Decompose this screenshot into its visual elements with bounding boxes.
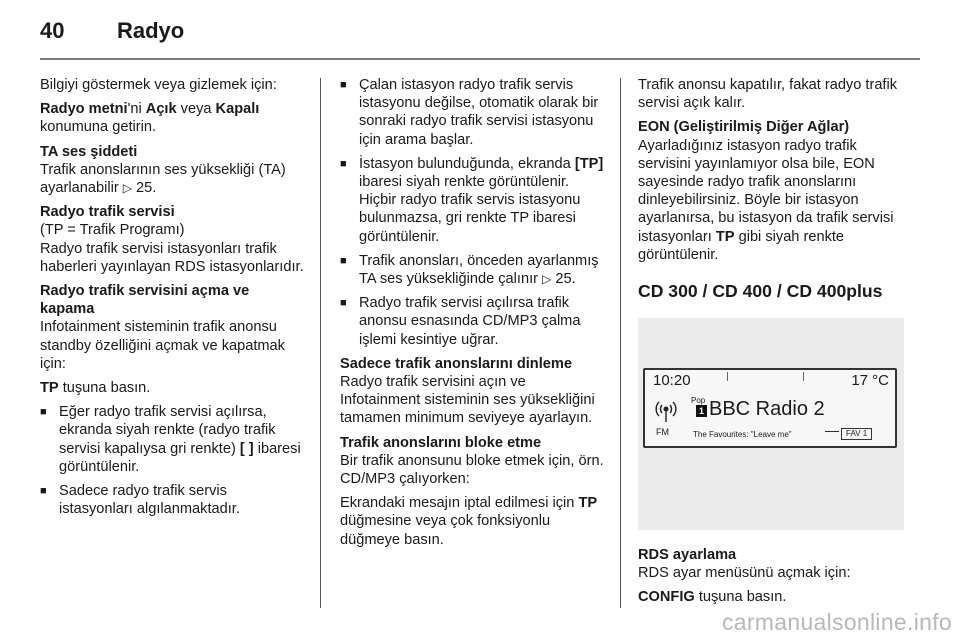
bullet4-text-end: ibaresi siyah renkte görüntülenir. Hiçbir radyo trafik servis istasyonu bulunmazsa, gri renkte TP ibaresi görüntülenir.	[359, 174, 581, 245]
display-station-name: BBC Radio 2	[709, 398, 825, 421]
block-announcements-heading: Trafik anonslarını bloke etme	[340, 434, 542, 451]
bullet3-text: Çalan istasyon radyo trafik servis istasyonu değilse, otomatik olarak bir sonraki radyo trafik servisi istasyonu için arama başlar.	[359, 77, 599, 148]
only-announcements-heading: Sadece trafik anonslarını dinleme	[340, 355, 572, 372]
ta-volume-page-ref: 25.	[136, 180, 157, 197]
bullet-list-middle	[340, 76, 604, 349]
list-item	[40, 482, 304, 518]
column-left	[40, 76, 304, 524]
column-divider-2	[620, 78, 621, 608]
display-radio-text: The Favourites: "Leave me"	[693, 430, 792, 440]
radio-text-suffix: 'ni	[127, 101, 146, 118]
display-divider-tick	[803, 372, 804, 381]
bullet6-text: Radyo trafik servisi açılırsa trafik anonsu esnasında CD/MP3 çalma işlemi kesintiye uğrar.	[359, 295, 581, 348]
cancel-instruction	[340, 494, 604, 549]
radio-text-rest: konumuna getirin.	[40, 119, 157, 136]
bullet-list-left	[40, 403, 304, 518]
eon-tp: TP	[715, 228, 735, 245]
arrow-right-outline-icon: ▷	[542, 272, 552, 287]
bullet5-page-ref: 25.	[555, 271, 576, 288]
ta-volume-heading: TA ses şiddeti	[40, 143, 138, 160]
rds-settings-heading: RDS ayarlama	[638, 547, 737, 564]
rds-settings-text: RDS ayar menüsünü açmak için:	[638, 565, 851, 582]
config-key-label: CONFIG	[638, 589, 695, 606]
block-announcements-text: Bir trafik anonsunu bloke etmek için, örn. CD/MP3 çalıyorken:	[340, 452, 604, 488]
list-item	[40, 403, 304, 476]
header-rule	[40, 58, 920, 60]
display-figure	[638, 318, 904, 530]
config-press-text: tuşuna basın.	[694, 589, 787, 606]
radio-text-term: Radyo metni	[40, 101, 128, 118]
column-right	[638, 76, 904, 613]
traffic-service-text: Radyo trafik servisi istasyonları trafik haberleri yayınlayan RDS istasyonlarıdır.	[40, 240, 304, 275]
intro-text: Bilgiyi göstermek veya gizlemek için:	[40, 77, 277, 93]
bullet5-text: Trafik anonsları, önceden ayarlanmış TA ses yüksekliğinde çalınır	[359, 252, 599, 288]
cancel-text: Ekrandaki mesajın iptal edilmesi için	[340, 495, 579, 512]
display-temperature: 17 °C	[851, 372, 889, 390]
display-band: FM	[656, 427, 669, 438]
display-fav-connector	[825, 431, 839, 432]
config-instruction	[638, 588, 904, 606]
bullet1-text-end: ibaresi görüntülenir.	[59, 440, 301, 475]
list-item	[340, 252, 604, 288]
section-title: Radyo	[117, 18, 185, 43]
list-item	[340, 294, 604, 349]
bullet1-bracket: [ ]	[239, 440, 254, 457]
display-time: 10:20	[653, 372, 691, 390]
eon-heading: EON (Geliştirilmiş Diğer Ağlar)	[638, 119, 850, 136]
onoff-heading: Radyo trafik servisini açma ve kapama	[40, 283, 250, 318]
radio-signal-icon	[655, 398, 677, 422]
onoff-text: Infotainment sisteminin trafik anonsu standby özelliğini açmak ve kapatmak için:	[40, 319, 285, 372]
list-item	[340, 155, 604, 246]
display-divider-tick	[727, 372, 728, 381]
traffic-service-heading: Radyo trafik servisi	[40, 204, 175, 221]
page-number: 40	[40, 18, 65, 43]
display-preset-number: 1	[696, 405, 707, 417]
eon-text: Ayarladığınız istasyon radyo trafik servisini yayınlamıyor olsa bile, EON sayesinde radyo trafik anonslarını dinleyebilirsiniz. Böyle bir istasyon ayarlanırsa, bu istasyon da trafik servisi istasyonları	[638, 137, 894, 245]
bullet1-text: Eğer radyo trafik servisi açılırsa, ekranda siyah renkte (radyo trafik servisi kapalıysa gri renkte)	[59, 404, 276, 457]
arrow-right-outline-icon: ▷	[122, 181, 132, 196]
tp-key-label: TP	[40, 380, 59, 397]
cancel-text-end: düğmesine veya çok fonksiyonlu düğmeye basın.	[340, 513, 551, 548]
traffic-service-tp: (TP = Trafik Programı)	[40, 222, 185, 239]
display-fav-indicator: FAV 1	[841, 428, 872, 440]
radio-text-on: Açık	[145, 101, 177, 118]
ta-volume-text: Trafik anonslarının ses yüksekliği (TA) ayarlanabilir	[40, 161, 286, 197]
watermark: carmanualsonline.info	[721, 609, 952, 635]
eon-text-end: gibi siyah renkte görüntülenir.	[638, 228, 845, 263]
list-item	[340, 76, 604, 149]
cd-models-heading: CD 300 / CD 400 / CD 400plus	[638, 281, 883, 302]
bullet4-tp: [TP]	[574, 155, 604, 172]
column-middle	[340, 76, 604, 555]
only-announcements-text: Radyo trafik servisini açın ve Infotainment sisteminin ses yüksekliğini tamamen minimum seviyeye ayarlayın.	[340, 374, 595, 427]
radio-text-or: veya	[176, 101, 216, 118]
radio-text-instruction	[40, 100, 304, 136]
display-genre: Pop	[691, 396, 706, 406]
radio-text-off: Kapalı	[215, 101, 260, 118]
off-text: Trafik anonsu kapatılır, fakat radyo trafik servisi açık kalır.	[638, 77, 898, 112]
radio-display	[643, 368, 897, 448]
tp-press-instruction	[40, 379, 304, 397]
column-divider-1	[320, 78, 321, 608]
bullet4-text: İstasyon bulunduğunda, ekranda	[359, 155, 575, 172]
tp-press-text: tuşuna basın.	[58, 380, 151, 397]
bullet2-text: Sadece radyo trafik servis istasyonları algılanmaktadır.	[59, 483, 240, 518]
cancel-tp-key: TP	[578, 495, 598, 512]
